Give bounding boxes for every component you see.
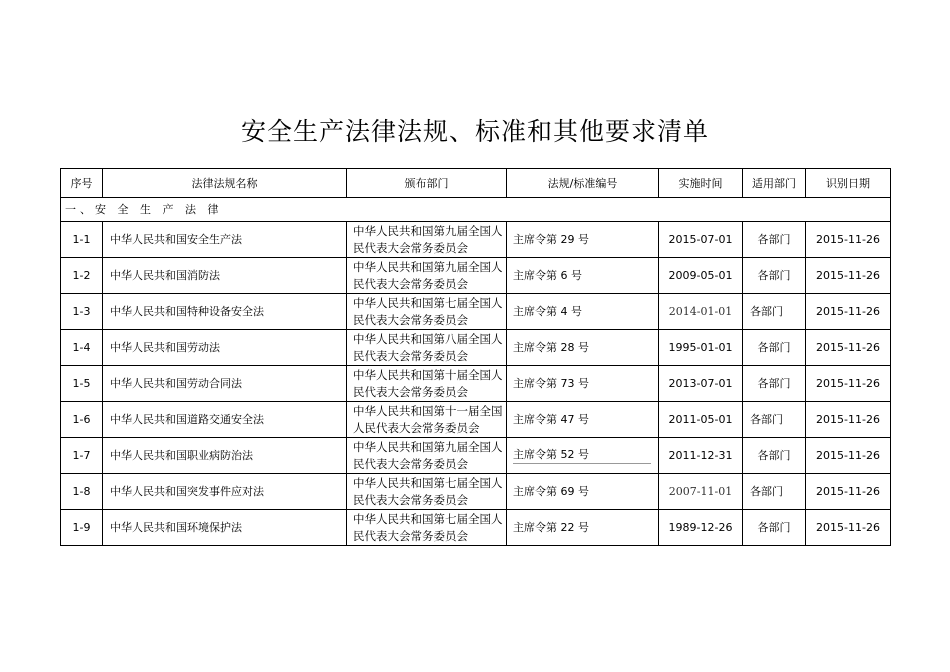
row-issuer: 中华人民共和国第七届全国人民代表大会常务委员会: [347, 294, 507, 330]
row-name: 中华人民共和国环境保护法: [103, 510, 347, 546]
table-row: [61, 510, 891, 546]
row-dept: 各部门: [743, 366, 806, 402]
row-dept: 各部门: [743, 222, 806, 258]
row-issuer: 中华人民共和国第十一届全国人民代表大会常务委员会: [347, 402, 507, 438]
row-issuer: 中华人民共和国第七届全国人民代表大会常务委员会: [347, 474, 507, 510]
table-row: [61, 222, 891, 258]
row-issuer: 中华人民共和国第九届全国人民代表大会常务委员会: [347, 222, 507, 258]
row-no: 1-9: [61, 510, 103, 546]
table-row: [61, 258, 891, 294]
row-issuer: 中华人民共和国第九届全国人民代表大会常务委员会: [347, 258, 507, 294]
regulations-table: [60, 168, 891, 546]
row-issuer: 中华人民共和国第七届全国人民代表大会常务委员会: [347, 510, 507, 546]
row-dept: 各部门: [743, 330, 806, 366]
row-no: 1-3: [61, 294, 103, 330]
row-identified: 2015-11-26: [806, 438, 891, 474]
header-dept: 适用部门: [743, 169, 806, 198]
page-title: 安全生产法律法规、标准和其他要求清单: [240, 117, 709, 146]
row-code: 主席令第 47 号: [507, 402, 659, 438]
header-code: 法规/标准编号: [507, 169, 659, 198]
row-code: 主席令第 6 号: [507, 258, 659, 294]
row-dept: 各部门: [743, 474, 806, 510]
section-title: 一、安 全 生 产 法 律: [61, 198, 891, 222]
row-name: 中华人民共和国特种设备安全法: [103, 294, 347, 330]
row-code: 主席令第 28 号: [507, 330, 659, 366]
row-effective: 1995-01-01: [659, 330, 743, 366]
row-code: 主席令第 73 号: [507, 366, 659, 402]
row-identified: 2015-11-26: [806, 510, 891, 546]
row-no: 1-5: [61, 366, 103, 402]
row-code: 主席令第 22 号: [507, 510, 659, 546]
row-name: 中华人民共和国安全生产法: [103, 222, 347, 258]
row-identified: 2015-11-26: [806, 294, 891, 330]
table-row: [61, 438, 891, 474]
row-name: 中华人民共和国劳动合同法: [103, 366, 347, 402]
table-row: [61, 366, 891, 402]
row-name: 中华人民共和国道路交通安全法: [103, 402, 347, 438]
row-no: 1-2: [61, 258, 103, 294]
row-effective: 2009-05-01: [659, 258, 743, 294]
row-code: 主席令第 29 号: [507, 222, 659, 258]
row-issuer: 中华人民共和国第十届全国人民代表大会常务委员会: [347, 366, 507, 402]
table-row: [61, 402, 891, 438]
row-code: 主席令第 4 号: [507, 294, 659, 330]
row-code: 主席令第 69 号: [507, 474, 659, 510]
row-effective: 1989-12-26: [659, 510, 743, 546]
row-issuer: 中华人民共和国第九届全国人民代表大会常务委员会: [347, 438, 507, 474]
row-identified: 2015-11-26: [806, 258, 891, 294]
row-dept: 各部门: [743, 438, 806, 474]
row-dept: 各部门: [743, 258, 806, 294]
row-name: 中华人民共和国劳动法: [103, 330, 347, 366]
row-no: 1-8: [61, 474, 103, 510]
row-name: 中华人民共和国消防法: [103, 258, 347, 294]
table-row: [61, 294, 891, 330]
row-identified: 2015-11-26: [806, 474, 891, 510]
row-dept: 各部门: [743, 510, 806, 546]
row-dept: 各部门: [743, 402, 806, 438]
row-identified: 2015-11-26: [806, 366, 891, 402]
header-no: 序号: [61, 169, 103, 198]
row-effective: 2014-01-01: [659, 294, 743, 330]
row-effective: 2011-05-01: [659, 402, 743, 438]
header-effective: 实施时间: [659, 169, 743, 198]
row-issuer: 中华人民共和国第八届全国人民代表大会常务委员会: [347, 330, 507, 366]
row-dept: 各部门: [743, 294, 806, 330]
row-name: 中华人民共和国职业病防治法: [103, 438, 347, 474]
row-code-cell: [507, 438, 659, 474]
row-effective: 2013-07-01: [659, 366, 743, 402]
row-code: 主席令第 52 号: [513, 447, 651, 464]
table-row: [61, 474, 891, 510]
section-row: [61, 198, 891, 222]
row-effective: 2011-12-31: [659, 438, 743, 474]
row-name: 中华人民共和国突发事件应对法: [103, 474, 347, 510]
table-row: [61, 330, 891, 366]
header-identified: 识别日期: [806, 169, 891, 198]
row-identified: 2015-11-26: [806, 330, 891, 366]
row-effective: 2015-07-01: [659, 222, 743, 258]
header-name: 法律法规名称: [103, 169, 347, 198]
header-issuer: 颁布部门: [347, 169, 507, 198]
row-identified: 2015-11-26: [806, 402, 891, 438]
row-identified: 2015-11-26: [806, 222, 891, 258]
header-row: [61, 169, 891, 198]
row-no: 1-7: [61, 438, 103, 474]
row-no: 1-1: [61, 222, 103, 258]
row-effective: 2007-11-01: [659, 474, 743, 510]
row-no: 1-6: [61, 402, 103, 438]
row-no: 1-4: [61, 330, 103, 366]
